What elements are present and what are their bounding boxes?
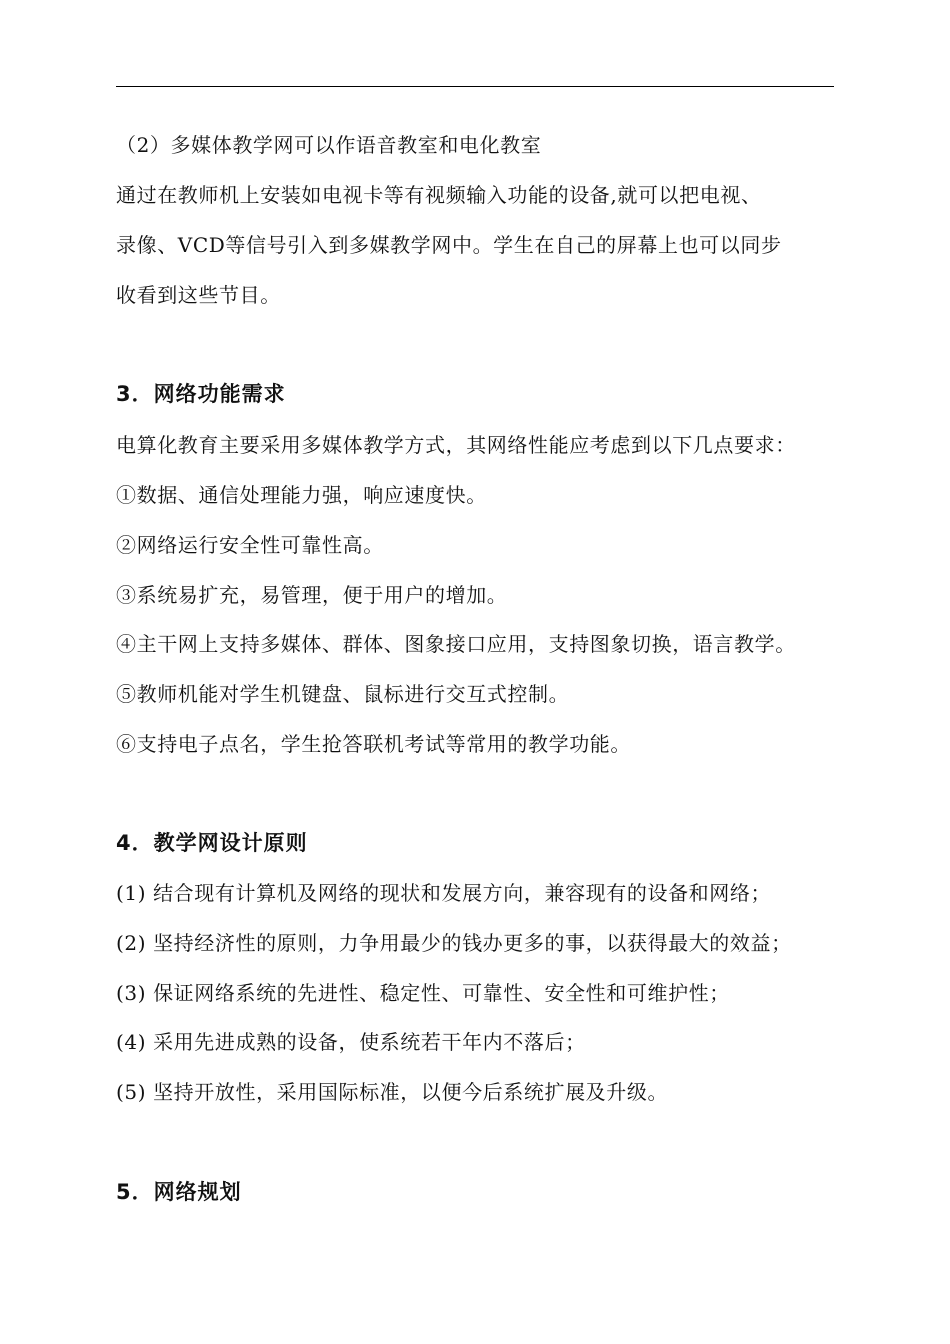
requirement-item: ⑤教师机能对学生机键盘、鼠标进行交互式控制。 [116,682,570,706]
requirement-item: ④主干网上支持多媒体、群体、图象接口应用，支持图象切换，语言教学。 [116,632,796,656]
paragraph-line-2: 录像、VCD等信号引入到多媒教学网中。学生在自己的屏幕上也可以同步 [116,233,782,257]
section-intro: 电算化教育主要采用多媒体教学方式，其网络性能应考虑到以下几点要求： [116,433,796,457]
requirement-item: ⑥支持电子点名，学生抢答联机考试等常用的教学功能。 [116,732,631,756]
requirement-item: ③系统易扩充，易管理，便于用户的增加。 [116,583,508,607]
paragraph-line-1: 通过在教师机上安装如电视卡等有视频输入功能的设备,就可以把电视、 [116,183,762,207]
section-heading-network-planning: 5．网络规划 [116,1180,242,1204]
principle-item: (3) 保证网络系统的先进性、稳定性、可靠性、安全性和可维护性； [116,981,730,1005]
requirement-item: ①数据、通信处理能力强，响应速度快。 [116,483,487,507]
principle-item: (1) 结合现有计算机及网络的现状和发展方向，兼容现有的设备和网络； [116,881,772,905]
subsection-title: （2）多媒体教学网可以作语音教室和电化教室 [116,133,542,157]
principle-item: (5) 坚持开放性，采用国际标准，以便今后系统扩展及升级。 [116,1080,669,1104]
section-heading-network-requirements: 3．网络功能需求 [116,382,286,406]
requirement-item: ②网络运行安全性可靠性高。 [116,533,384,557]
principle-item: (4) 采用先进成熟的设备，使系统若干年内不落后； [116,1030,586,1054]
header-rule [116,86,834,87]
paragraph-line-3: 收看到这些节目。 [116,283,281,307]
section-heading-design-principles: 4．教学网设计原则 [116,831,308,855]
principle-item: (2) 坚持经济性的原则，力争用最少的钱办更多的事，以获得最大的效益； [116,931,792,955]
